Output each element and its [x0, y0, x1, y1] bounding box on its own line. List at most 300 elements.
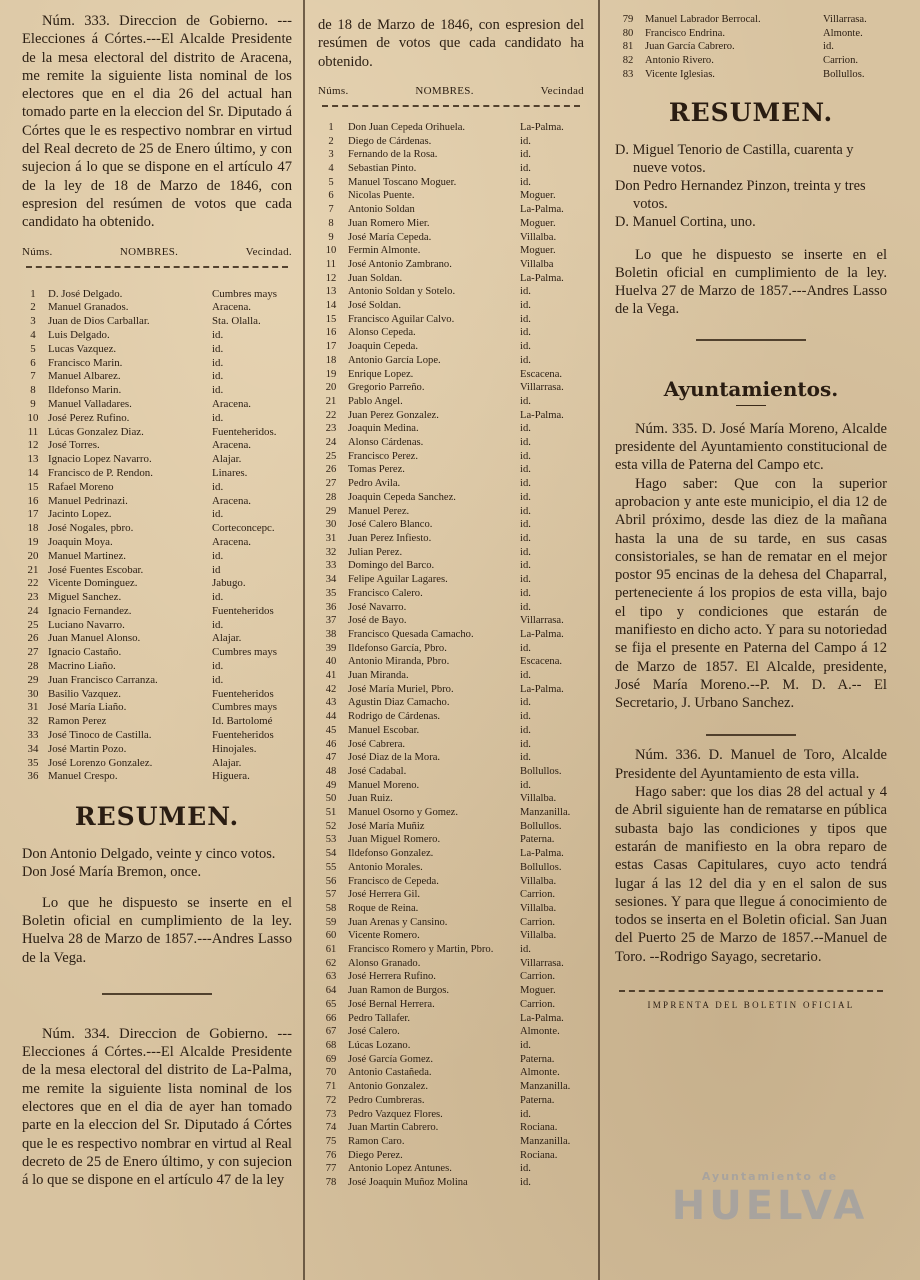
item-name: José Torres.	[48, 439, 100, 452]
item-number: 35	[325, 587, 337, 599]
list-item	[22, 715, 292, 729]
item-number: 68	[325, 1040, 337, 1051]
item-name: José Herrera Gil.	[348, 889, 421, 901]
list-item	[22, 426, 292, 440]
item-number: 75	[325, 1135, 337, 1147]
list-header-aracena	[22, 246, 292, 258]
item-name: Antonio Morales.	[348, 861, 423, 873]
item-name: Roque de Reina.	[348, 902, 419, 914]
item-vecindad: Aracena.	[212, 301, 251, 314]
item-vecindad: id.	[823, 41, 834, 53]
header-divider	[26, 266, 288, 268]
item-vecindad: Jabugo.	[212, 577, 246, 590]
watermark-text: HUELVA	[671, 1183, 869, 1229]
item-vecindad: id.	[520, 1163, 531, 1175]
item-vecindad: id.	[520, 724, 531, 736]
list-item	[318, 1135, 584, 1149]
item-number: 44	[325, 711, 337, 723]
item-name: Don Juan Cepeda Orihuela.	[348, 121, 466, 133]
list-item	[22, 398, 292, 412]
item-number: 67	[325, 1026, 337, 1038]
list-item	[318, 669, 584, 683]
item-vecindad: id.	[520, 738, 531, 750]
list-item	[22, 757, 292, 771]
list-item	[318, 559, 584, 573]
list-item	[22, 619, 292, 633]
item-name: Lucas Vazquez.	[48, 342, 117, 355]
resumen-heading: RESUMEN.	[74, 802, 240, 832]
item-vecindad: Paterna.	[520, 1094, 555, 1106]
item-name: Juan Miguel Romero.	[348, 834, 441, 846]
item-name: José Fuentes Escobar.	[48, 563, 144, 576]
list-item	[22, 674, 292, 688]
item-name: Manuel Martinez.	[48, 549, 127, 562]
list-item	[318, 1025, 584, 1039]
item-vecindad: Alajar.	[212, 756, 242, 769]
item-name: Agustin Diaz Camacho.	[348, 697, 450, 709]
list-item	[318, 628, 584, 642]
item-vecindad: Moguer.	[520, 190, 556, 202]
item-vecindad: id.	[212, 328, 224, 341]
item-number: 80	[622, 27, 634, 39]
list-item	[318, 491, 584, 505]
item-vecindad: id.	[520, 395, 531, 407]
resumen-line-3: D. Manuel Cortina, uno.	[615, 214, 756, 231]
item-number: 63	[325, 971, 337, 983]
item-name: Ignacio Fernandez.	[48, 604, 132, 617]
list-item	[22, 564, 292, 578]
item-name: Manuel Albarez.	[48, 370, 121, 383]
notice-335-body: Hago saber: Que con la superior aprobacion y ante este municipio, el dia 12 de Abril próximo, desde las diez de la mañana hasta la una de su tarde, en sus casas consistoriales, se han de rematar en el mejor postor 95 encinas de la dehesa del Chaparral, perteneciente á los propios de esta villa, bajo el tipo y condiciones que estarán de manifiesto en dicho acto. Y para su notoriedad se fija el presente en Paterna del Campo á 12 de Marzo de 1857. El Alcalde, presidente, José María Moreno.--P. M. D. A.-- El Secretario, J. Urbano Sanchez.	[615, 475, 887, 712]
item-vecindad: Bollullos.	[520, 765, 562, 777]
list-item	[318, 1121, 584, 1135]
item-name: Manuel Toscano Moguer.	[348, 176, 457, 188]
item-number: 34	[27, 742, 39, 755]
item-name: Manuel Escobar.	[348, 724, 420, 736]
item-name: Rafael Moreno	[48, 480, 114, 493]
item-vecindad: Cumbres mays	[212, 646, 278, 659]
item-name: Francisco Aguilar Calvo.	[348, 313, 455, 325]
list-header-lapalma	[318, 85, 584, 97]
item-number: 46	[325, 738, 337, 750]
item-vecindad: id.	[520, 532, 531, 544]
item-name: Ildefonso Marin.	[48, 384, 122, 397]
list-item	[318, 463, 584, 477]
item-name: Joaquin Moya.	[48, 535, 113, 548]
item-name: José Cadabal.	[348, 765, 407, 777]
item-vecindad: Alajar.	[212, 453, 242, 466]
item-number: 16	[325, 327, 337, 339]
list-item	[318, 162, 584, 176]
list-item	[318, 875, 584, 889]
closing-paragraph: Lo que he dispuesto se inserte en el Boletin oficial en cumplimiento de la ley. Huelva 27 de Marzo de 1857.---Andres Lasso de la Vega.	[615, 246, 887, 318]
watermark-top: Ayuntamiento de	[701, 1170, 839, 1183]
item-name: Francisco Romero y Martin, Pbro.	[348, 944, 494, 956]
item-name: José Calero.	[348, 1026, 400, 1038]
item-number: 1	[30, 287, 36, 300]
item-number: 23	[325, 423, 337, 435]
item-number: 5	[30, 342, 36, 355]
item-vecindad: Id. Bartolomé	[212, 715, 273, 728]
item-vecindad: id	[212, 563, 221, 576]
heading-underline	[736, 405, 766, 406]
item-number: 76	[325, 1149, 337, 1161]
item-name: Pedro Cumbreras.	[348, 1094, 425, 1106]
list-item	[22, 301, 292, 315]
item-name: D. José Delgado.	[48, 287, 123, 300]
list-item	[318, 765, 584, 779]
item-number: 61	[325, 944, 337, 956]
list-item	[318, 368, 584, 382]
item-vecindad: Escacena.	[520, 368, 563, 380]
item-number: 62	[325, 957, 337, 969]
list-item	[318, 326, 584, 340]
item-name: José Calero Blanco.	[348, 519, 433, 531]
list-item	[318, 792, 584, 806]
item-number: 82	[622, 55, 634, 67]
item-vecindad: id.	[212, 356, 224, 369]
list-item	[318, 546, 584, 560]
item-vecindad: Carrion.	[520, 889, 556, 901]
item-vecindad: Villalba.	[520, 875, 557, 887]
item-vecindad: Moguer.	[520, 217, 556, 229]
item-vecindad: Alajar.	[212, 632, 242, 645]
item-vecindad: La-Palma.	[520, 628, 564, 640]
item-name: Joaquin Medina.	[348, 423, 419, 435]
list-item	[318, 285, 584, 299]
list-item	[318, 203, 584, 217]
item-number: 74	[325, 1122, 337, 1134]
item-number: 43	[325, 697, 337, 709]
item-vecindad: id.	[520, 341, 531, 353]
list-item	[22, 605, 292, 619]
item-vecindad: Manzanilla.	[520, 1135, 571, 1147]
item-name: Ramon Perez	[48, 715, 107, 728]
item-number: 65	[325, 998, 337, 1010]
item-name: Antonio Miranda, Pbro.	[348, 656, 450, 668]
list-item	[318, 217, 584, 231]
item-number: 13	[27, 453, 39, 466]
item-number: 25	[325, 450, 337, 462]
item-name: Antonio Castañeda.	[348, 1067, 432, 1079]
list-item	[318, 1149, 584, 1163]
item-number: 36	[325, 601, 337, 613]
item-vecindad: id.	[520, 491, 531, 503]
item-name: Sebastian Pinto.	[348, 163, 417, 174]
item-name: Francisco de Cepeda.	[348, 875, 439, 887]
item-number: 2	[328, 135, 334, 147]
notice-335-heading: Núm. 335. D. José María Moreno, Alcalde presidente del Ayuntamiento constitucional de esta villa de Paterna del Campo etc.	[615, 420, 887, 474]
resumen-line-1: Don Antonio Delgado, veinte y cinco votos.	[22, 846, 276, 863]
notice-334-continuation: de 18 de Marzo de 1846, con espresion del resúmen de votos que cada candidato ha obtenido.	[318, 17, 584, 70]
list-item	[318, 450, 584, 464]
item-number: 5	[328, 176, 334, 188]
item-vecindad: Carrion.	[520, 971, 556, 983]
item-number: 33	[27, 729, 39, 742]
item-name: Juan Ramon de Burgos.	[348, 985, 450, 997]
item-vecindad: id.	[212, 508, 224, 521]
item-number: 20	[325, 382, 337, 394]
item-number: 35	[27, 756, 39, 769]
item-name: Juan de Dios Carballar.	[48, 315, 150, 328]
item-name: Juan Romero Mier.	[348, 217, 430, 229]
column-3	[615, 0, 887, 1280]
list-item	[318, 1108, 584, 1122]
list-item	[318, 614, 584, 628]
header-vecindad: Vecindad.	[245, 245, 292, 258]
item-number: 27	[325, 478, 337, 490]
item-vecindad: La-Palma.	[520, 121, 564, 133]
item-vecindad: Fuenteheridos	[212, 604, 274, 617]
item-number: 17	[325, 341, 337, 353]
item-name: Manuel Granados.	[48, 301, 129, 314]
list-item	[318, 176, 584, 190]
item-number: 71	[325, 1081, 337, 1093]
resumen-line-2: Don José María Bremon, once.	[22, 864, 202, 881]
item-name: Alonso Cárdenas.	[348, 437, 424, 449]
item-number: 19	[325, 368, 337, 380]
item-name: Nicolas Puente.	[348, 190, 415, 202]
item-name: José Soldan.	[348, 300, 401, 312]
item-vecindad: Aracena.	[212, 535, 251, 548]
list-item	[318, 861, 584, 875]
item-vecindad: Manzanilla.	[520, 1081, 571, 1093]
list-item	[22, 481, 292, 495]
item-name: Enrique Lopez.	[348, 368, 414, 380]
item-vecindad: La-Palma.	[520, 1012, 564, 1024]
item-number: 26	[325, 464, 337, 476]
list-item	[22, 701, 292, 715]
list-item	[318, 779, 584, 793]
section-divider	[696, 339, 806, 341]
item-number: 1	[328, 121, 334, 133]
footer-divider	[619, 990, 883, 992]
item-vecindad: id.	[520, 752, 531, 764]
item-name: Alonso Cepeda.	[348, 327, 416, 339]
item-name: Vicente Dominguez.	[48, 577, 138, 590]
list-item	[318, 477, 584, 491]
item-name: Francisco Quesada Camacho.	[348, 628, 474, 640]
list-item	[318, 409, 584, 423]
item-name: José Perez Rufino.	[48, 411, 130, 424]
item-number: 34	[325, 574, 337, 586]
item-vecindad: Carrion.	[520, 916, 556, 928]
item-number: 8	[30, 384, 36, 397]
item-number: 6	[30, 356, 36, 369]
item-vecindad: id.	[520, 1040, 531, 1051]
list-item	[22, 288, 292, 302]
item-number: 48	[325, 765, 337, 777]
header-nums: Núms.	[22, 245, 53, 258]
list-item	[318, 395, 584, 409]
list-item	[318, 957, 584, 971]
item-name: Juan Miranda.	[348, 670, 409, 682]
item-name: Manuel Labrador Berrocal.	[645, 14, 761, 25]
list-item	[318, 189, 584, 203]
item-vecindad: id.	[212, 549, 224, 562]
item-name: Ildefonso García, Pbro.	[348, 642, 447, 654]
section-divider	[102, 993, 212, 995]
item-vecindad: Carrion.	[823, 55, 859, 67]
list-item	[615, 40, 887, 54]
item-name: Francisco Perez.	[348, 450, 419, 462]
list-item	[318, 1012, 584, 1026]
item-vecindad: Villarrasa.	[520, 957, 564, 969]
list-item	[318, 587, 584, 601]
item-name: Juan Perez Gonzalez.	[348, 409, 439, 421]
item-number: 11	[325, 258, 337, 270]
list-item	[22, 508, 292, 522]
list-item	[22, 729, 292, 743]
list-item	[318, 1162, 584, 1176]
item-name: Miguel Sanchez.	[48, 591, 122, 604]
item-vecindad: Linares.	[212, 466, 248, 479]
item-number: 27	[27, 646, 39, 659]
item-number: 21	[27, 563, 39, 576]
item-vecindad: id.	[212, 673, 224, 686]
item-vecindad: La-Palma.	[520, 683, 564, 695]
item-vecindad: id.	[520, 1177, 531, 1189]
list-item	[22, 453, 292, 467]
item-number: 83	[622, 68, 634, 80]
item-number: 28	[325, 491, 337, 503]
item-number: 3	[328, 149, 334, 161]
list-item	[22, 660, 292, 674]
list-item	[615, 54, 887, 68]
item-name: José Tinoco de Castilla.	[48, 729, 152, 742]
item-name: Pedro Avila.	[348, 478, 401, 490]
item-name: Antonio Soldan	[348, 204, 415, 216]
item-name: Manuel Osorno y Gomez.	[348, 807, 459, 819]
item-name: Manuel Crespo.	[48, 770, 118, 783]
list-item	[22, 412, 292, 426]
item-name: Pedro Tallafer.	[348, 1012, 411, 1024]
item-vecindad: id.	[520, 697, 531, 709]
list-item	[22, 646, 292, 660]
item-name: Francisco de P. Rendon.	[48, 466, 153, 479]
item-vecindad: id.	[520, 423, 531, 435]
item-name: Ignacio Castaño.	[48, 646, 122, 659]
list-item	[22, 370, 292, 384]
item-name: José Navarro.	[348, 601, 407, 613]
item-vecindad: id.	[520, 642, 531, 654]
item-name: José Cabrera.	[348, 738, 406, 750]
item-number: 59	[325, 916, 337, 928]
item-number: 18	[27, 522, 39, 535]
item-number: 7	[328, 204, 334, 216]
item-number: 29	[325, 505, 337, 517]
list-item	[318, 381, 584, 395]
item-name: Antonio Gonzalez.	[348, 1081, 429, 1093]
list-item	[318, 847, 584, 861]
item-number: 29	[27, 673, 39, 686]
list-item	[318, 422, 584, 436]
list-item	[22, 770, 292, 784]
item-vecindad: Moguer.	[520, 245, 556, 257]
item-number: 26	[27, 632, 39, 645]
item-number: 9	[30, 397, 36, 410]
item-vecindad: id.	[520, 779, 531, 791]
item-number: 19	[27, 535, 39, 548]
item-name: Pablo Angel.	[348, 395, 403, 407]
item-number: 70	[325, 1067, 337, 1079]
list-item	[318, 751, 584, 765]
item-number: 20	[27, 549, 39, 562]
item-vecindad: Bollullos.	[823, 68, 865, 80]
item-vecindad: Fuenteheridos	[212, 729, 274, 742]
list-item	[318, 696, 584, 710]
item-name: José Antonio Zambrano.	[348, 258, 452, 270]
item-vecindad: La-Palma.	[520, 848, 564, 860]
elector-list-lapalma	[318, 121, 584, 1190]
item-vecindad: id.	[520, 300, 531, 312]
list-item	[22, 688, 292, 702]
list-item	[318, 244, 584, 258]
item-vecindad: Villarrasa.	[520, 615, 564, 627]
item-vecindad: Cumbres mays	[212, 287, 278, 300]
list-item	[318, 902, 584, 916]
item-vecindad: id.	[520, 286, 531, 298]
list-item	[615, 27, 887, 41]
item-number: 55	[325, 861, 337, 873]
list-item	[615, 68, 887, 82]
item-name: José Herrera Rufino.	[348, 971, 436, 983]
item-number: 64	[325, 985, 337, 997]
item-number: 9	[328, 231, 334, 243]
item-vecindad: id.	[212, 370, 224, 383]
list-item	[318, 683, 584, 697]
item-vecindad: id.	[520, 450, 531, 462]
item-name: Rodrigo de Cárdenas.	[348, 711, 441, 723]
item-vecindad: id.	[212, 480, 224, 493]
item-number: 81	[622, 41, 634, 53]
section-divider	[706, 734, 796, 736]
item-vecindad: id.	[520, 505, 531, 517]
item-vecindad: Rociana.	[520, 1149, 558, 1161]
notice-334-paragraph: Núm. 334. Direccion de Gobierno. ---Elecciones á Córtes.---El Alcalde Presidente de la mesa electoral del distrito de La-Palma, me remite la siguiente lista nominal de los electores que en el dia de ayer han tomado parte en la eleccion del Sr. Diputado á Córtes que le es respectivo nombrar en virtud al Real decreto de 25 de Enero último, y con sujecion á lo que se dispone en el artículo 47 de la ley	[22, 1025, 292, 1189]
list-item	[318, 313, 584, 327]
item-name: Lúcas Gonzalez Diaz.	[48, 425, 144, 438]
item-name: Francisco Endrina.	[645, 27, 726, 39]
item-vecindad: Villalba.	[520, 902, 557, 914]
item-number: 14	[27, 466, 39, 479]
item-vecindad: id.	[520, 176, 531, 188]
list-item	[318, 340, 584, 354]
item-name: Basilio Vazquez.	[48, 687, 121, 700]
list-item	[318, 820, 584, 834]
item-number: 31	[325, 532, 337, 544]
list-item	[22, 343, 292, 357]
item-name: Antonio García Lope.	[348, 354, 441, 366]
item-number: 41	[325, 670, 337, 682]
item-name: Juan Ruiz.	[348, 793, 393, 805]
item-name: Juan Soldan.	[348, 272, 403, 284]
item-number: 18	[325, 354, 337, 366]
item-name: Juan García Cabrero.	[645, 41, 735, 53]
item-name: José Nogales, pbro.	[48, 522, 134, 535]
list-item	[318, 806, 584, 820]
item-number: 24	[325, 437, 337, 449]
item-number: 73	[325, 1108, 337, 1120]
item-name: José García Gomez.	[348, 1053, 434, 1065]
item-number: 69	[325, 1053, 337, 1065]
item-vecindad: Fuenteheridos.	[212, 425, 277, 438]
item-vecindad: id.	[520, 519, 531, 531]
item-name: Luis Delgado.	[48, 328, 110, 341]
item-name: Jacinto Lopez.	[48, 508, 112, 521]
list-item	[318, 929, 584, 943]
item-name: José María Liaño.	[48, 701, 127, 714]
